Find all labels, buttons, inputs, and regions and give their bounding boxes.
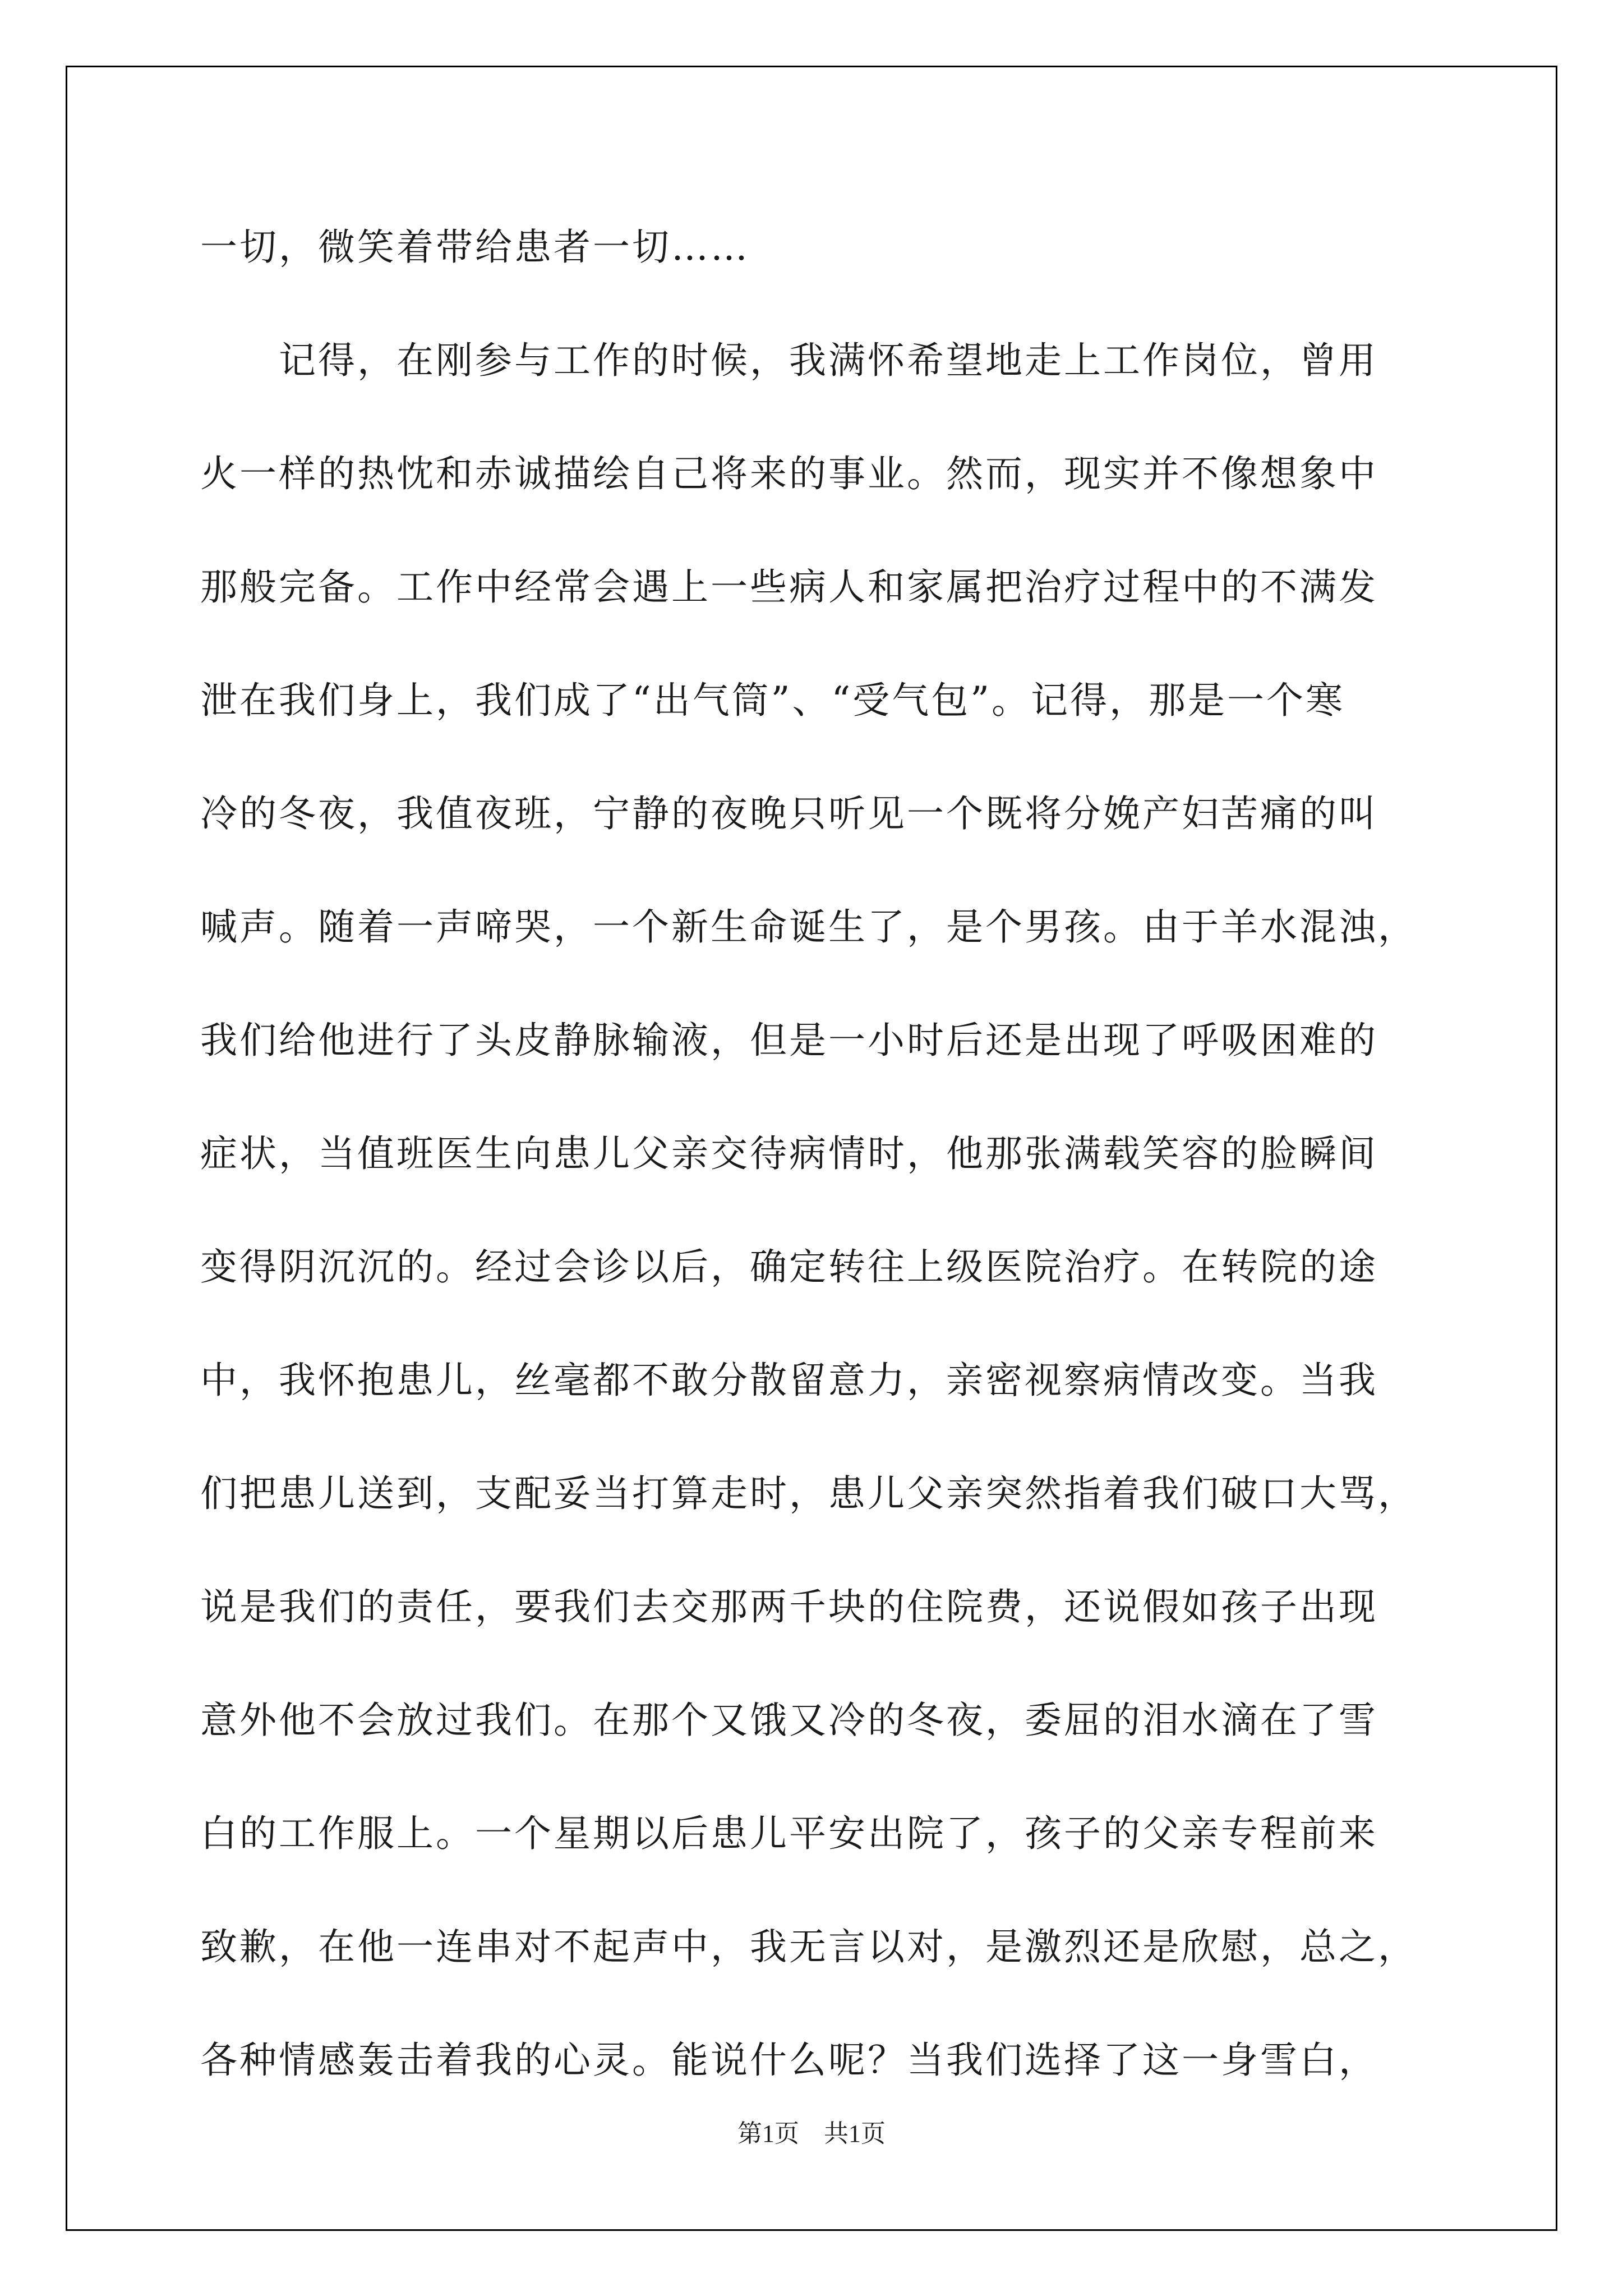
text-line: 一切，微笑着带给患者一切…… <box>200 226 750 269</box>
text-line: 记得，在刚参与工作的时候，我满怀希望地走上工作岗位，曾用 <box>200 339 1378 382</box>
text-line: 泄在我们身上，我们成了“出气筒”、“受气包”。记得，那是一个寒 <box>200 679 1345 722</box>
text-line: 白的工作服上。一个星期以后患儿平安出院了，孩子的父亲专程前来 <box>200 1812 1378 1855</box>
text-line: 意外他不会放过我们。在那个又饿又冷的冬夜，委屈的泪水滴在了雪 <box>200 1699 1378 1742</box>
text-line: 症状，当值班医生向患儿父亲交待病情时，他那张满载笑容的脸瞬间 <box>200 1132 1378 1175</box>
text-line: 冷的冬夜，我值夜班，宁静的夜晚只听见一个既将分娩产妇苦痛的叫 <box>200 792 1378 835</box>
text-line: 致歉，在他一连串对不起声中，我无言以对，是激烈还是欣慰，总之， <box>200 1925 1417 1968</box>
text-line: 说是我们的责任，要我们去交那两千块的住院费，还说假如孩子出现 <box>200 1585 1378 1628</box>
text-line: 变得阴沉沉的。经过会诊以后，确定转往上级医院治疗。在转院的途 <box>200 1245 1378 1289</box>
text-line: 们把患儿送到，支配妥当打算走时，患儿父亲突然指着我们破口大骂， <box>200 1472 1417 1515</box>
text-line: 中，我怀抱患儿，丝毫都不敢分散留意力，亲密视察病情改变。当我 <box>200 1359 1378 1402</box>
text-line: 我们给他进行了头皮静脉输液，但是一小时后还是出现了呼吸困难的 <box>200 1019 1378 1062</box>
text-line: 火一样的热忱和赤诚描绘自己将来的事业。然而，现实并不像想象中 <box>200 452 1378 495</box>
page-footer: 第1页 共1页 <box>737 2120 886 2147</box>
text-line: 各种情感轰击着我的心灵。能说什么呢？当我们选择了这一身雪白， <box>200 2039 1378 2082</box>
text-line: 喊声。随着一声啼哭，一个新生命诞生了，是个男孩。由于羊水混浊， <box>200 905 1417 949</box>
text-line: 那般完备。工作中经常会遇上一些病人和家属把治疗过程中的不满发 <box>200 565 1378 609</box>
